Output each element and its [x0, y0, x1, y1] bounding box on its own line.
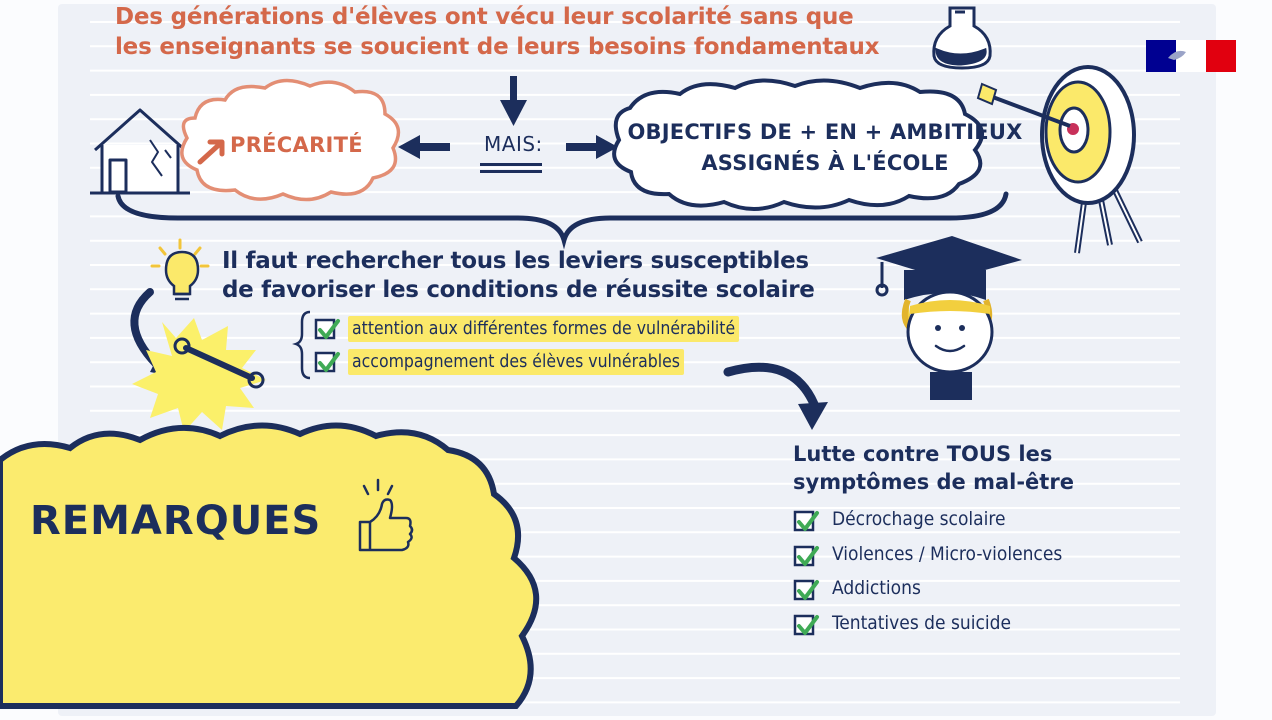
- checkbox-icon: [795, 512, 817, 634]
- flag-icon: [1146, 40, 1236, 72]
- leviers-item: attention aux différentes formes de vulnérabilité: [348, 316, 739, 342]
- leviers-item: accompagnement des élèves vulnérables: [348, 349, 684, 375]
- wrench-icon: [132, 318, 266, 432]
- symptome-item: Décrochage scolaire: [832, 508, 1006, 530]
- precarite-label: PRÉCARITÉ: [230, 133, 363, 157]
- symptomes-title: [793, 440, 1074, 496]
- leviers-line-2: de favoriser les conditions de réussite scolaire: [222, 277, 815, 303]
- intro-text: [115, 2, 935, 62]
- remarques-title: REMARQUES: [30, 498, 322, 544]
- house-icon: [90, 110, 190, 193]
- intro-line-2: les enseignants se soucient de leurs besoins fondamentaux: [115, 34, 880, 60]
- checkbox-icon: [795, 512, 817, 530]
- symptome-item: Addictions: [832, 577, 921, 599]
- symptome-item: Tentatives de suicide: [832, 612, 1011, 634]
- objectifs-line-1: OBJECTIFS DE + EN + AMBITIEUX: [627, 120, 1023, 144]
- intro-line-1: Des générations d'élèves ont vécu leur scolarité sans que: [115, 4, 854, 30]
- graduate-icon: [876, 236, 1022, 400]
- checkbox-icon: [316, 353, 338, 371]
- bottle-icon: [934, 8, 990, 68]
- symptomes-line-2: symptômes de mal-être: [793, 470, 1074, 494]
- symptome-item: Violences / Micro-violences: [832, 543, 1063, 565]
- checkbox-icon: [316, 320, 338, 371]
- remarques-cloud: [0, 425, 536, 706]
- checkbox-icon: [795, 547, 817, 565]
- checkbox-icon: [795, 581, 817, 599]
- checkbox-icon: [316, 320, 338, 338]
- mais-label: MAIS:: [484, 132, 543, 156]
- objectifs-label: [615, 117, 1035, 179]
- objectifs-line-2: ASSIGNÉS À L'ÉCOLE: [701, 151, 949, 175]
- checkbox-icon: [795, 616, 817, 634]
- symptomes-line-1: Lutte contre TOUS les: [793, 442, 1053, 466]
- leviers-line-1: Il faut rechercher tous les leviers susceptibles: [222, 248, 809, 274]
